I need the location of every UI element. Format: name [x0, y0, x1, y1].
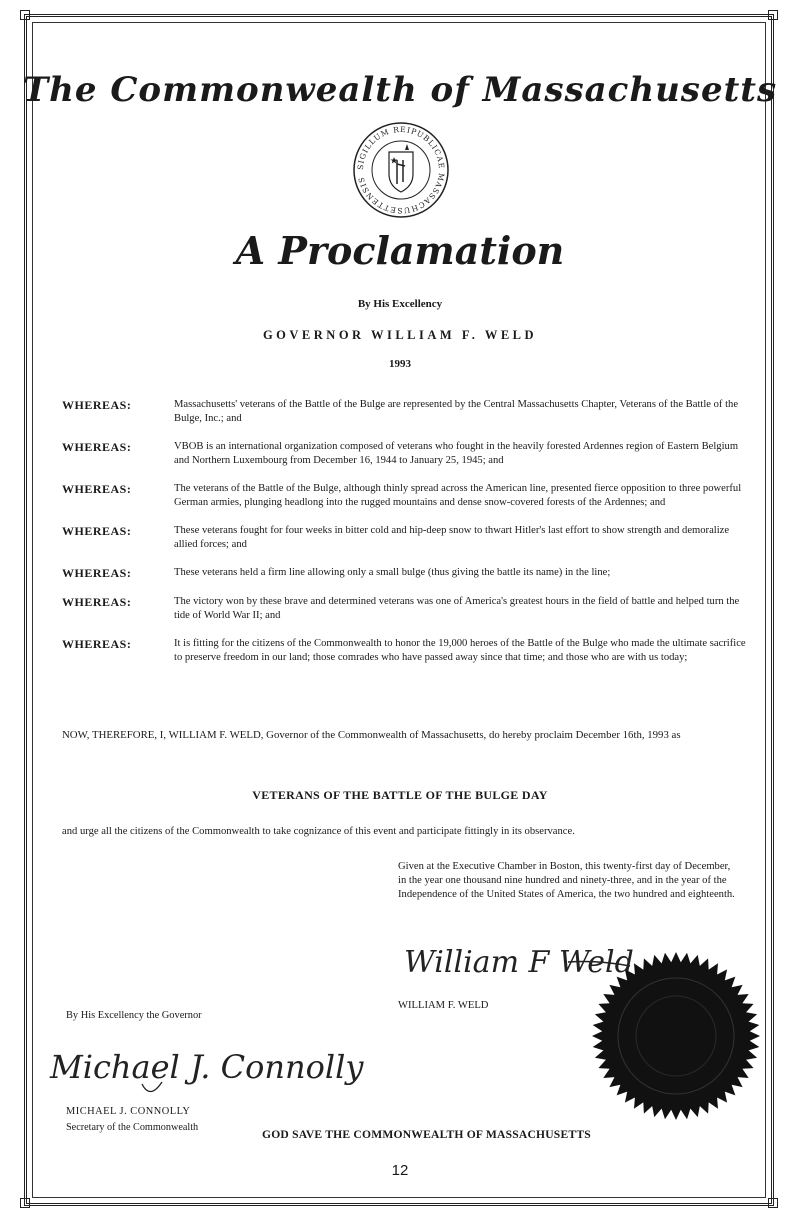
whereas-label: WHEREAS:: [62, 524, 132, 538]
whereas-clauses: [62, 398, 752, 679]
massachusetts-seal-icon: [345, 120, 457, 220]
svg-text:SIGILLUM REIPUBLICAE MASSACHUS: SIGILLUM REIPUBLICAE MASSACHUSETTENSIS: [355, 124, 447, 216]
whereas-label: WHEREAS:: [62, 482, 132, 496]
corner-ornament: [20, 10, 30, 20]
whereas-text: The victory won by these brave and determined veterans was one of America's greatest hours in the field of battle and helped turn the tide of World War II; and: [174, 596, 740, 621]
whereas-clause: [62, 566, 752, 581]
now-therefore-paragraph: NOW, THEREFORE, I, WILLIAM F. WELD, Governor of the Commonwealth of Massachusetts, do hereby proclaim December 16th, 1993 as: [62, 729, 681, 741]
secretary-signature-text: Michael J. Connolly: [50, 1048, 364, 1086]
by-his-excellency-the-governor: By His Excellency the Governor: [66, 1010, 202, 1021]
by-his-excellency: By His Excellency: [357, 298, 443, 310]
urge-paragraph: and urge all the citizens of the Commonwealth to take cognizance of this event and participate fittingly in its observance.: [62, 826, 575, 837]
whereas-text: VBOB is an international organization composed of veterans who fought in the heavily forested Ardennes region of Eastern Belgium and Northern Luxembourg from December 16, 1944 to January 25, 1945; and: [174, 441, 739, 466]
governor-name: WILLIAM F. WELD: [398, 1000, 489, 1011]
page-number: 12: [391, 1162, 409, 1179]
whereas-text: These veterans fought for four weeks in bitter cold and hip-deep snow to thwart Hitler's last effort to show strength and demoralize allied forces; and: [174, 525, 730, 550]
whereas-clause: [62, 595, 752, 623]
whereas-clause: [62, 482, 752, 510]
secretary-title: Secretary of the Commonwealth: [66, 1122, 199, 1133]
proclamation-year: 1993: [389, 358, 411, 370]
proclaimed-day-title: VETERANS OF THE BATTLE OF THE BULGE DAY: [252, 788, 548, 802]
whereas-label: WHEREAS:: [62, 398, 132, 412]
whereas-text: Massachusetts' veterans of the Battle of the Bulge are represented by the Central Massachusetts Chapter, Veterans of the Battle of the Bulge, Inc.; and: [174, 399, 739, 424]
whereas-text: The veterans of the Battle of the Bulge, although thinly spread across the American line, presented fierce opposition to three powerful German armies, plunging headlong into the rugged mountains and dense snow-covered forests of the Ardennes; and: [174, 483, 742, 508]
official-seal-icon: [590, 950, 762, 1122]
commonwealth-title: The Commonwealth of Massachusetts: [22, 70, 778, 110]
whereas-clause: [62, 440, 752, 468]
corner-ornament: [768, 10, 778, 20]
governor-signature-text: William F Weld: [404, 945, 634, 980]
whereas-label: WHEREAS:: [62, 566, 132, 580]
whereas-label: WHEREAS:: [62, 440, 132, 454]
whereas-text: These veterans held a firm line allowing only a small bulge (thus giving the battle its name) in the line;: [174, 567, 611, 578]
whereas-clause: [62, 524, 752, 552]
corner-ornament: [20, 1198, 30, 1208]
whereas-label: WHEREAS:: [62, 637, 132, 651]
whereas-label: WHEREAS:: [62, 595, 132, 609]
god-save-line: GOD SAVE THE COMMONWEALTH OF MASSACHUSETTS: [262, 1128, 591, 1141]
secretary-name: MICHAEL J. CONNOLLY: [66, 1106, 191, 1117]
whereas-clause: [62, 637, 752, 665]
whereas-clause: [62, 398, 752, 426]
secretary-signature: [46, 1030, 364, 1104]
given-at-paragraph: Given at the Executive Chamber in Boston, this twenty-first day of December, in the year one thousand nine hundred and ninety-three, and in the year of the Independence of the United States of America, the two hundred and eighteenth.: [398, 861, 735, 900]
proclamation-heading: A Proclamation: [235, 228, 565, 273]
whereas-text: It is fitting for the citizens of the Commonwealth to honor the 19,000 heroes of the Battle of the Bulge who made the ultimate sacrifice to preserve freedom in our land; those comrades who have passed away since that time; and those who are with us today;: [174, 638, 746, 663]
corner-ornament: [768, 1198, 778, 1208]
governor-line: GOVERNOR WILLIAM F. WELD: [262, 328, 538, 342]
